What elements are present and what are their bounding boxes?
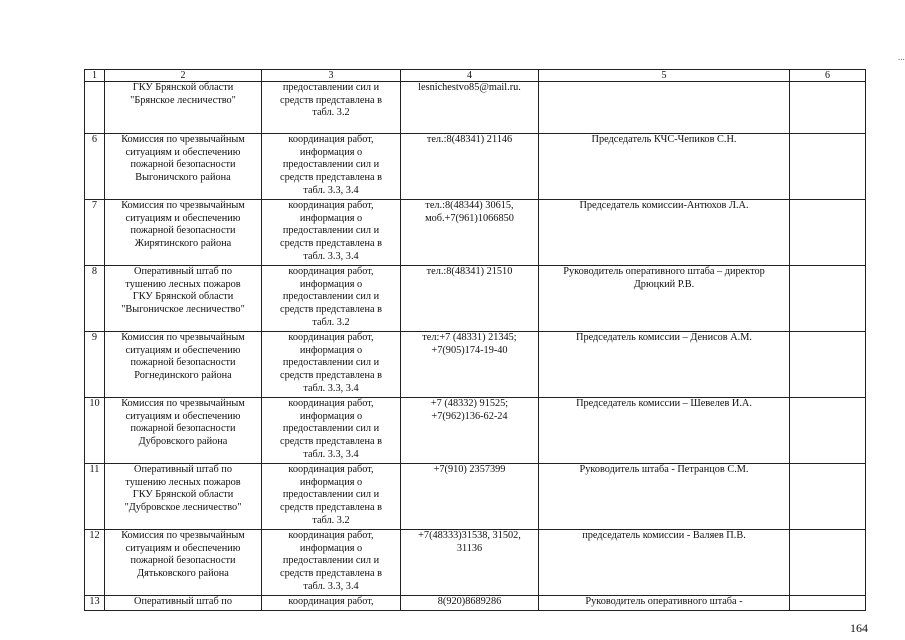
role-cell: координация работ, информация о предоставлении сил и средств представлена в табл. 3.3, 3.4 xyxy=(262,134,401,200)
scan-edge-mark: ... xyxy=(898,52,905,62)
row-number: 6 xyxy=(85,134,105,200)
page-number: 164 xyxy=(850,621,868,635)
contacts-table xyxy=(84,69,866,611)
note-cell xyxy=(790,134,866,200)
table-row xyxy=(85,596,866,611)
organization-cell: ГКУ Брянской области "Брянское лесничество" xyxy=(105,82,262,134)
table-row xyxy=(85,332,866,398)
column-header: 1 xyxy=(85,70,105,82)
head-cell: Руководитель оперативного штаба – директор Дрюцкий Р.В. xyxy=(539,266,790,332)
row-number: 12 xyxy=(85,530,105,596)
column-header: 3 xyxy=(262,70,401,82)
role-cell: координация работ, информация о предоставлении сил и средств представлена в табл. 3.2 xyxy=(262,266,401,332)
table-row xyxy=(85,200,866,266)
table-row xyxy=(85,134,866,200)
contact-cell: +7(910) 2357399 xyxy=(401,464,539,530)
row-number: 8 xyxy=(85,266,105,332)
organization-cell: Комиссия по чрезвычайным ситуациям и обеспечению пожарной безопасности Жирятинского района xyxy=(105,200,262,266)
contact-cell: тел.:8(48341) 21146 xyxy=(401,134,539,200)
column-header: 6 xyxy=(790,70,866,82)
row-number: 13 xyxy=(85,596,105,611)
organization-cell: Оперативный штаб по тушению лесных пожаров ГКУ Брянской области "Дубровское лесничество" xyxy=(105,464,262,530)
organization-cell: Оперативный штаб по тушению лесных пожаров ГКУ Брянской области "Выгоничское лесничество" xyxy=(105,266,262,332)
table-row xyxy=(85,82,866,134)
row-number xyxy=(85,82,105,134)
note-cell xyxy=(790,82,866,134)
column-header: 2 xyxy=(105,70,262,82)
header-row xyxy=(85,70,866,82)
table-row xyxy=(85,398,866,464)
note-cell xyxy=(790,332,866,398)
role-cell: координация работ, xyxy=(262,596,401,611)
table-row xyxy=(85,266,866,332)
contact-cell: +7(48333)31538, 31502, 31136 xyxy=(401,530,539,596)
head-cell xyxy=(539,82,790,134)
role-cell: координация работ, информация о предоставлении сил и средств представлена в табл. 3.3, 3.4 xyxy=(262,530,401,596)
contact-cell: тел.:8(48344) 30615, моб.+7(961)1066850 xyxy=(401,200,539,266)
role-cell: предоставлении сил и средств представлена в табл. 3.2 xyxy=(262,82,401,134)
role-cell: координация работ, информация о предоставлении сил и средств представлена в табл. 3.3, 3.4 xyxy=(262,200,401,266)
head-cell: Руководитель штаба - Петранцов С.М. xyxy=(539,464,790,530)
row-number: 10 xyxy=(85,398,105,464)
head-cell: председатель комиссии - Валяев П.В. xyxy=(539,530,790,596)
organization-cell: Комиссия по чрезвычайным ситуациям и обеспечению пожарной безопасности Дубровского района xyxy=(105,398,262,464)
head-cell: Председатель комиссии – Шевелев И.А. xyxy=(539,398,790,464)
head-cell: Председатель комиссии – Денисов А.М. xyxy=(539,332,790,398)
role-cell: координация работ, информация о предоставлении сил и средств представлена в табл. 3.3, 3.4 xyxy=(262,398,401,464)
table-body xyxy=(85,70,866,611)
contact-cell: тел:+7 (48331) 21345; +7(905)174-19-40 xyxy=(401,332,539,398)
head-cell: Председатель комиссии-Антюхов Л.А. xyxy=(539,200,790,266)
role-cell: координация работ, информация о предоставлении сил и средств представлена в табл. 3.3, 3.4 xyxy=(262,332,401,398)
head-cell: Председатель КЧС-Чепиков С.Н. xyxy=(539,134,790,200)
note-cell xyxy=(790,200,866,266)
contact-cell: 8(920)8689286 xyxy=(401,596,539,611)
note-cell xyxy=(790,530,866,596)
note-cell xyxy=(790,464,866,530)
contact-cell: lesnichestvo85@mail.ru. xyxy=(401,82,539,134)
organization-cell: Комиссия по чрезвычайным ситуациям и обеспечению пожарной безопасности Выгоничского района xyxy=(105,134,262,200)
column-header: 5 xyxy=(539,70,790,82)
head-cell: Руководитель оперативного штаба - xyxy=(539,596,790,611)
row-number: 11 xyxy=(85,464,105,530)
organization-cell: Комиссия по чрезвычайным ситуациям и обеспечению пожарной безопасности Дятьковского района xyxy=(105,530,262,596)
organization-cell: Комиссия по чрезвычайным ситуациям и обеспечению пожарной безопасности Рогнединского района xyxy=(105,332,262,398)
row-number: 7 xyxy=(85,200,105,266)
row-number: 9 xyxy=(85,332,105,398)
role-cell: координация работ, информация о предоставлении сил и средств представлена в табл. 3.2 xyxy=(262,464,401,530)
column-header: 4 xyxy=(401,70,539,82)
table-row xyxy=(85,464,866,530)
contact-cell: тел.:8(48341) 21510 xyxy=(401,266,539,332)
note-cell xyxy=(790,596,866,611)
note-cell xyxy=(790,266,866,332)
organization-cell: Оперативный штаб по xyxy=(105,596,262,611)
table-row xyxy=(85,530,866,596)
contact-cell: +7 (48332) 91525; +7(962)136-62-24 xyxy=(401,398,539,464)
note-cell xyxy=(790,398,866,464)
